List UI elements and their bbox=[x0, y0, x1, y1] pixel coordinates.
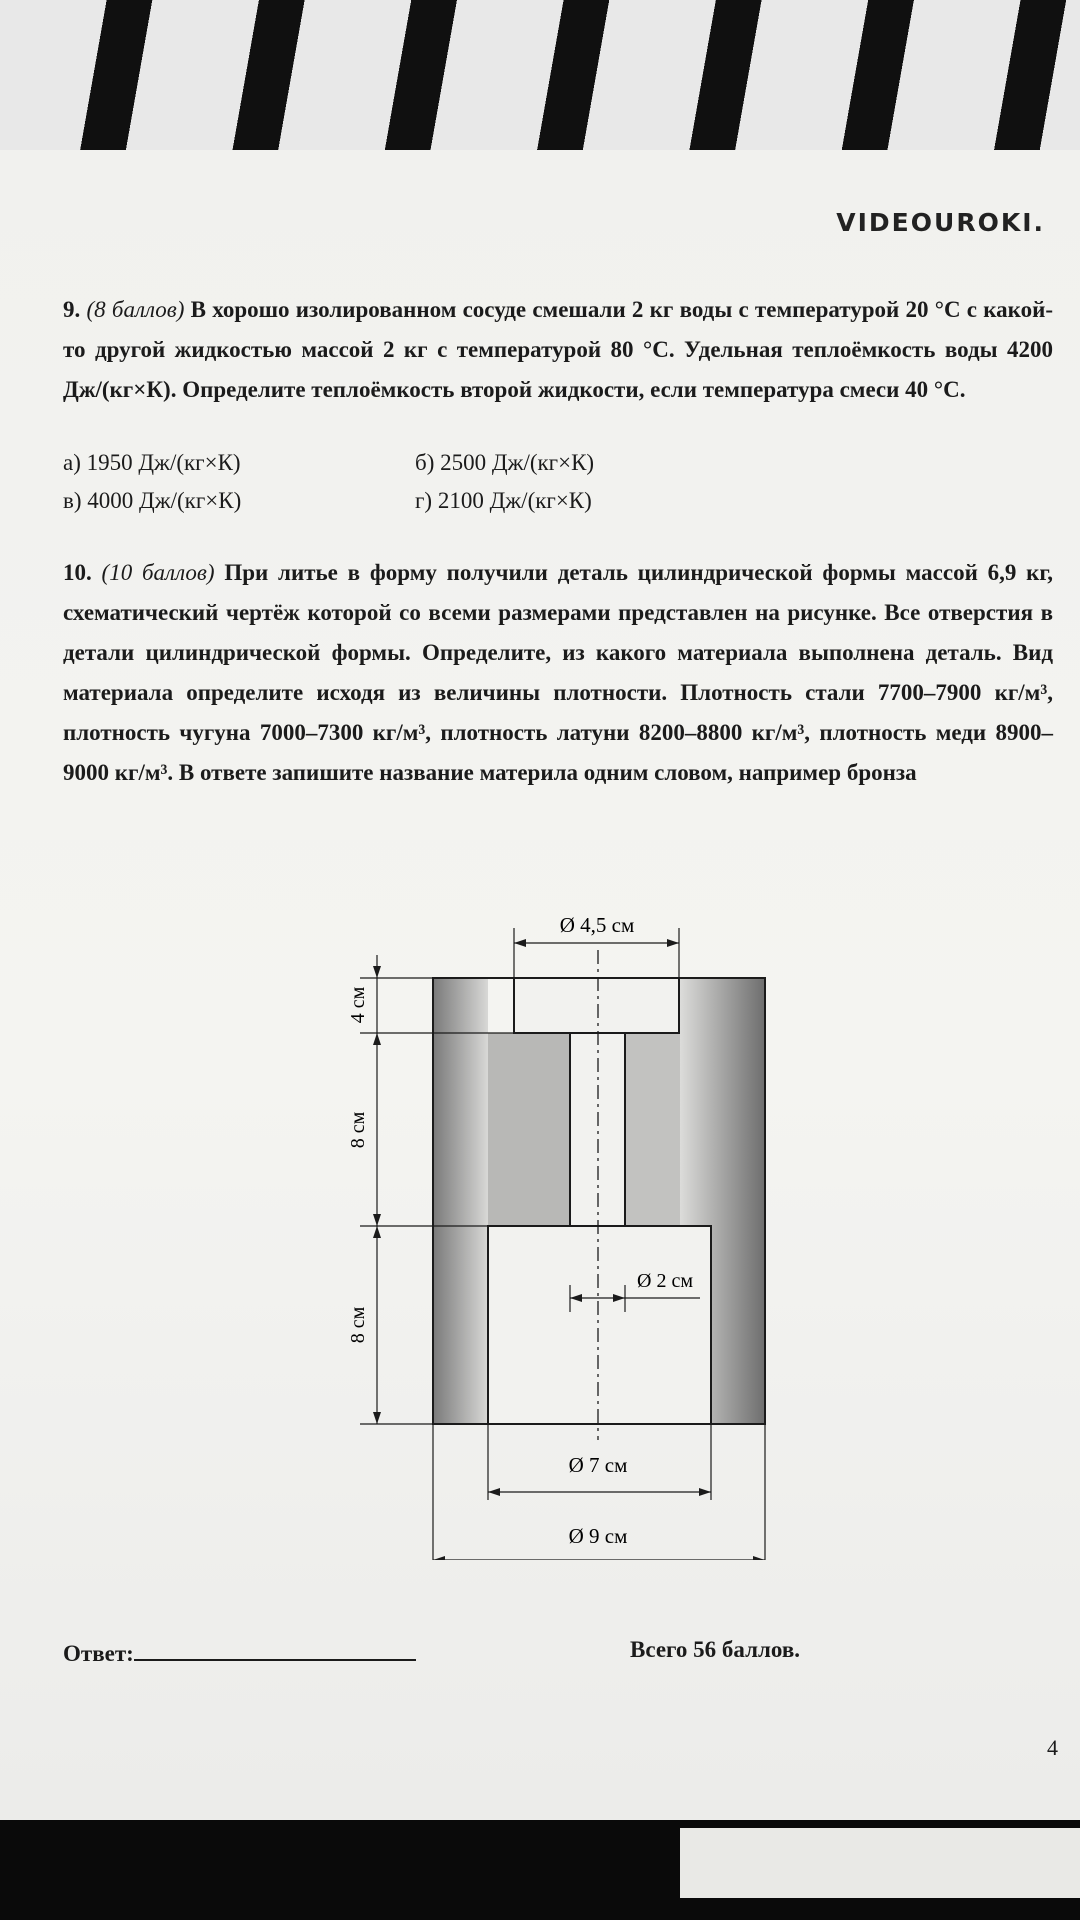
dim-top-label: Ø 4,5 см bbox=[559, 913, 635, 937]
arrowhead bbox=[433, 1556, 445, 1560]
dim-2-label: Ø 2 см bbox=[637, 1270, 693, 1292]
answer-label: Ответ: bbox=[63, 1641, 134, 1666]
arrowhead bbox=[514, 939, 526, 947]
option-a: а) 1950 Дж/(кг×К) bbox=[63, 450, 241, 475]
arrowhead bbox=[667, 939, 679, 947]
dim-9-label: Ø 9 см bbox=[568, 1524, 628, 1548]
paper-edge bbox=[680, 1828, 1080, 1898]
question-points: (10 баллов) bbox=[101, 560, 215, 585]
worksheet-page bbox=[0, 150, 1080, 1820]
background-bottom bbox=[0, 1820, 1080, 1920]
body-shade-left bbox=[433, 978, 488, 1424]
total-points: Всего 56 баллов. bbox=[630, 1637, 801, 1662]
question-text: При литье в форму получили деталь цилиндрической формы массой 6,9 кг, схематический чертёж которой со всеми размерами представлен на рисунке. Все отверстия в детали цилиндрической формы. Определите, из какого материала выполнена деталь. Вид материала определите исходя из величины плотности. Плотность стали 7700–7900 кг/м³, плотность чугуна 7000–7300 кг/м³, плотность латуни 8200–8800 кг/м³, плотность меди 8900–9000 кг/м³. В ответе запишите название материла одним словом, например бронза bbox=[63, 560, 1054, 785]
answer-field bbox=[63, 1637, 416, 1667]
part-drawing bbox=[320, 900, 780, 1560]
arrowhead bbox=[373, 1226, 381, 1238]
option-d: г) 2100 Дж/(кг×К) bbox=[415, 488, 592, 513]
answer-line bbox=[134, 1637, 416, 1661]
arrowhead bbox=[699, 1488, 711, 1496]
question-points: (8 баллов) bbox=[86, 297, 185, 322]
dim-8-upper-label: 8 см bbox=[347, 1111, 369, 1149]
question-text: В хорошо изолированном сосуде смешали 2 кг воды с температурой 20 °С с какой-то другой жидкостью массой 2 кг с температурой 80 °С. Удельная теплоёмкость воды 4200 Дж/(кг×К). Определите теплоёмкость второй жидкости, если температура смеси 40 °С. bbox=[63, 297, 1053, 402]
dim-8-lower-label: 8 см bbox=[347, 1306, 369, 1344]
question-9 bbox=[63, 290, 1053, 410]
bottom-bore bbox=[488, 1226, 711, 1424]
arrowhead bbox=[373, 1214, 381, 1226]
arrowhead bbox=[488, 1488, 500, 1496]
body-shade-mid-left bbox=[488, 1033, 570, 1226]
arrowhead bbox=[373, 966, 381, 978]
arrowhead bbox=[373, 1412, 381, 1424]
option-c: в) 4000 Дж/(кг×К) bbox=[63, 488, 242, 513]
arrowhead bbox=[753, 1556, 765, 1560]
page-number: 4 bbox=[1047, 1735, 1058, 1760]
arrowhead bbox=[373, 1033, 381, 1045]
question-number: 9. bbox=[63, 297, 81, 322]
background-stripes bbox=[0, 0, 1080, 170]
question-10 bbox=[63, 553, 1053, 793]
top-bore bbox=[514, 978, 679, 1033]
dim-4-label: 4 см bbox=[347, 986, 369, 1024]
option-b: б) 2500 Дж/(кг×К) bbox=[415, 450, 595, 475]
question-number: 10. bbox=[63, 560, 92, 585]
videouroki-logo: VIDEOUROKI. bbox=[836, 208, 1045, 237]
dim-7-label: Ø 7 см bbox=[568, 1453, 628, 1477]
body-shade-mid-right bbox=[625, 1033, 680, 1226]
